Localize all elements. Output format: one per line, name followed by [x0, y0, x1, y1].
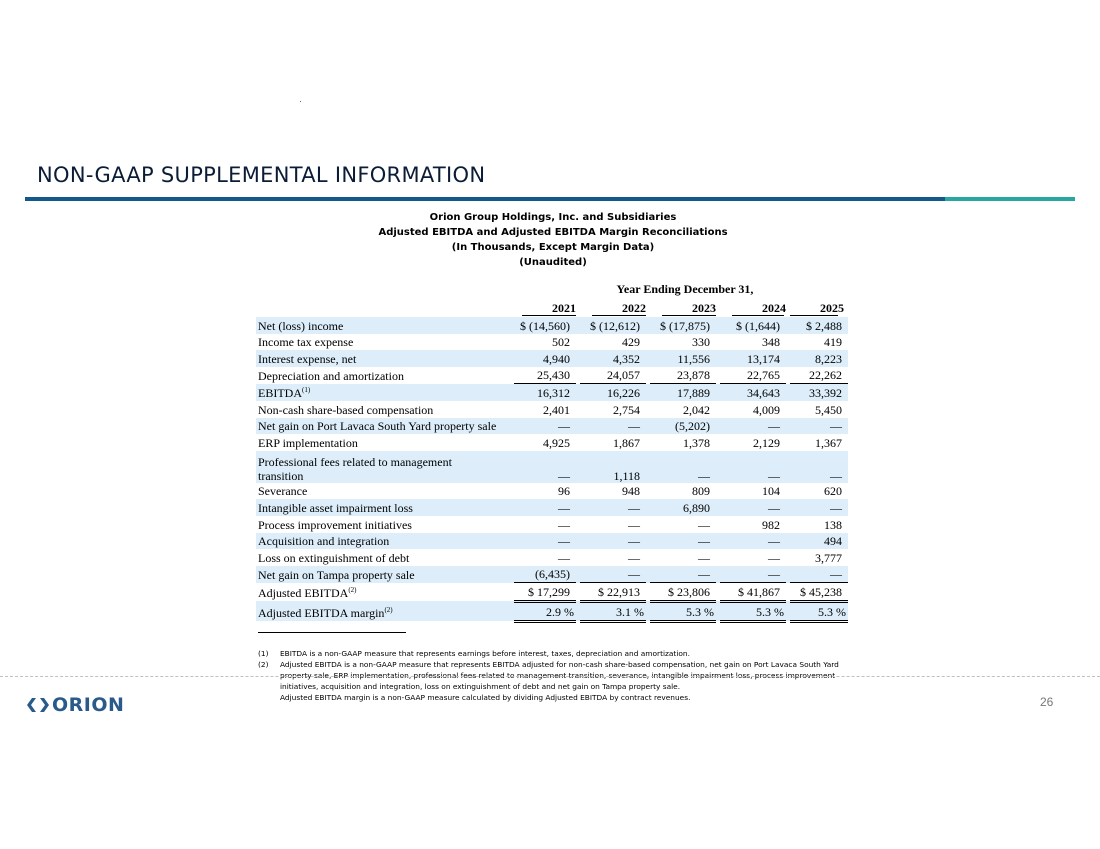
- cell-value: —: [698, 517, 710, 532]
- title-rule-accent: [945, 197, 1075, 201]
- row-label: Net gain on Tampa property sale: [256, 566, 514, 583]
- year-underline: [522, 315, 576, 316]
- cell-value: (5,202): [650, 418, 716, 435]
- cell-value: 1,867: [613, 435, 640, 450]
- cell-value: 1,118: [580, 451, 646, 483]
- cell-value: 22,765: [720, 367, 786, 384]
- year-header: 2023: [692, 301, 716, 315]
- footnote-text: Adjusted EBITDA margin is a non-GAAP measure calculated by dividing Adjusted EBITDA by contract revenues.: [280, 693, 691, 702]
- cell-value: 4,352: [580, 350, 646, 367]
- cell-value: —: [790, 499, 848, 516]
- footnote: [258, 692, 858, 703]
- row-label: Net (loss) income: [256, 317, 514, 334]
- cell-value: —: [720, 499, 786, 516]
- cell-value: 6,890: [650, 499, 716, 516]
- cell-value: —: [720, 418, 786, 435]
- table-row: [256, 334, 848, 351]
- table-row: [256, 367, 848, 384]
- cell-value: 2,129: [753, 435, 780, 450]
- row-label: Net gain on Port Lavaca South Yard property sale: [256, 418, 514, 435]
- year-underline: [790, 315, 838, 316]
- orion-mark-icon: [27, 696, 49, 714]
- cell-value: $ 41,867: [720, 583, 786, 602]
- cell-value: —: [558, 550, 570, 565]
- year-underline: [732, 315, 784, 316]
- cell-value: —: [790, 451, 848, 483]
- reconciliation-table: [256, 317, 848, 623]
- cell-value: 502: [552, 335, 570, 350]
- cell-value: —: [650, 451, 716, 483]
- table-row: [256, 350, 848, 367]
- page-number: 26: [1040, 695, 1054, 709]
- page-title: NON-GAAP SUPPLEMENTAL INFORMATION: [37, 163, 486, 187]
- cell-value: —: [790, 418, 848, 435]
- cell-value: 33,392: [790, 384, 848, 401]
- cell-value: 4,009: [753, 402, 780, 417]
- footnote-number: (2): [258, 660, 269, 669]
- cell-value: 5,450: [815, 402, 842, 417]
- cell-value: $ (1,644): [720, 317, 786, 334]
- footnote-ref: (2): [348, 586, 357, 595]
- row-label-text: EBITDA: [258, 385, 302, 400]
- cell-value: 24,057: [580, 367, 646, 384]
- row-label: Loss on extinguishment of debt: [258, 550, 410, 565]
- cell-value: 2.9 %: [514, 601, 576, 621]
- year-header: 2022: [622, 301, 646, 315]
- footnote-separator: [258, 632, 406, 633]
- row-label-line2: transition: [258, 468, 304, 483]
- row-label: [256, 384, 514, 401]
- row-label: Interest expense, net: [256, 350, 514, 367]
- cell-value: —: [790, 566, 848, 583]
- cell-value: 1,367: [815, 435, 842, 450]
- statement-company: Orion Group Holdings, Inc. and Subsidiaries: [429, 212, 677, 223]
- year-underline: [662, 315, 716, 316]
- cell-value: —: [628, 550, 640, 565]
- cell-value: 348: [762, 335, 780, 350]
- cell-value: 3,777: [815, 550, 842, 565]
- cell-value: —: [580, 418, 646, 435]
- cell-value: 429: [622, 335, 640, 350]
- statement-units: (In Thousands, Except Margin Data): [451, 242, 655, 253]
- table-row: [256, 384, 848, 401]
- row-label: Process improvement initiatives: [258, 517, 412, 532]
- table-row: [256, 499, 848, 516]
- table-row: [256, 583, 848, 602]
- cell-value: 138: [824, 517, 842, 532]
- cell-value: $ (12,612): [580, 317, 646, 334]
- cell-value: 4,925: [543, 435, 570, 450]
- statement-subtitle: Adjusted EBITDA and Adjusted EBITDA Margin Reconciliations: [378, 227, 728, 238]
- cell-value: —: [720, 533, 786, 550]
- cell-value: 104: [762, 484, 780, 499]
- cell-value: 11,556: [650, 350, 716, 367]
- row-label: [256, 451, 514, 483]
- footnote-ref: (1): [302, 385, 311, 394]
- table-row: [256, 434, 848, 451]
- row-label-text: Adjusted EBITDA: [258, 586, 349, 601]
- cell-value: $ 22,913: [580, 583, 646, 602]
- cell-value: —: [698, 550, 710, 565]
- cell-value: —: [650, 566, 716, 583]
- cell-value: —: [628, 517, 640, 532]
- cell-value: 620: [824, 484, 842, 499]
- table-row: [256, 533, 848, 550]
- table-row: [256, 566, 848, 583]
- cell-value: 23,878: [650, 367, 716, 384]
- cell-value: —: [768, 550, 780, 565]
- footnote: [258, 648, 858, 659]
- year-header: 2021: [552, 301, 576, 315]
- cell-value: $ (14,560): [514, 317, 576, 334]
- cell-value: 419: [824, 335, 842, 350]
- cell-value: 4,940: [514, 350, 576, 367]
- table-row: [256, 401, 848, 418]
- cell-value: 948: [622, 484, 640, 499]
- cell-value: $ 45,238: [790, 583, 848, 602]
- cell-value: 809: [692, 484, 710, 499]
- cell-value: 982: [762, 517, 780, 532]
- year-header: 2024: [762, 301, 786, 315]
- row-label-text: Adjusted EBITDA margin: [258, 606, 385, 620]
- row-label: Acquisition and integration: [256, 533, 514, 550]
- row-label: Severance: [258, 484, 308, 499]
- table-row: [256, 317, 848, 334]
- cell-value: —: [580, 499, 646, 516]
- footnote-text: Adjusted EBITDA is a non-GAAP measure that represents EBITDA adjusted for non-cash share-based compensation, net gain on Port Lavaca South Yard property sale, ERP implementation, professional fees related to management transition, severance, intangible impairment loss, process improvement initiatives, acquisition and integration, loss on extinguishment of debt and net gain on Tampa property sale.: [280, 660, 839, 691]
- cell-value: 5.3 %: [720, 601, 786, 621]
- row-label: Non-cash share-based compensation: [258, 402, 434, 417]
- cell-value: 2,042: [683, 402, 710, 417]
- cell-value: $ 17,299: [514, 583, 576, 602]
- cell-value: —: [558, 517, 570, 532]
- year-header: 2025: [820, 301, 844, 315]
- footnote-number: [258, 692, 280, 703]
- table-row: [256, 483, 848, 500]
- cell-value: —: [720, 566, 786, 583]
- title-rule: [25, 197, 945, 201]
- row-label: Income tax expense: [258, 335, 354, 350]
- cell-value: 22,262: [790, 367, 848, 384]
- cell-value: 2,754: [613, 402, 640, 417]
- statement-audit: (Unaudited): [519, 257, 587, 268]
- table-row: [256, 418, 848, 435]
- orion-logo: [27, 694, 124, 716]
- cell-value: —: [514, 451, 576, 483]
- logo-text: ORION: [52, 694, 125, 716]
- row-label: ERP implementation: [258, 435, 358, 450]
- cell-value: 5.3 %: [650, 601, 716, 621]
- table-row: [256, 516, 848, 533]
- cell-value: —: [580, 566, 646, 583]
- cell-value: 16,226: [580, 384, 646, 401]
- year-underline: [592, 315, 646, 316]
- cell-value: 2,401: [543, 402, 570, 417]
- cell-value: 34,643: [720, 384, 786, 401]
- table-row: [256, 549, 848, 566]
- row-label: [256, 583, 514, 602]
- cell-value: (6,435): [514, 566, 576, 583]
- cell-value: 13,174: [720, 350, 786, 367]
- stray-dot: [300, 101, 301, 102]
- footer-divider: [0, 676, 1100, 677]
- cell-value: 3.1 %: [580, 601, 646, 621]
- cell-value: —: [514, 418, 576, 435]
- cell-value: $ 23,806: [650, 583, 716, 602]
- cell-value: —: [720, 451, 786, 483]
- row-label: Depreciation and amortization: [258, 368, 404, 383]
- footnote-number: (1): [258, 649, 269, 658]
- cell-value: 16,312: [514, 384, 576, 401]
- footnote-ref: (2): [384, 606, 393, 614]
- cell-value: 330: [692, 335, 710, 350]
- cell-value: $ 2,488: [790, 317, 848, 334]
- footnote-text: EBITDA is a non-GAAP measure that represents earnings before interest, taxes, depreciation and amortization.: [280, 649, 690, 658]
- cell-value: —: [580, 533, 646, 550]
- cell-value: 494: [790, 533, 848, 550]
- period-heading: Year Ending December 31,: [616, 282, 754, 296]
- cell-value: 8,223: [790, 350, 848, 367]
- row-label-line1: Professional fees related to management: [258, 454, 452, 469]
- row-label: Intangible asset impairment loss: [256, 499, 514, 516]
- table-row: [256, 601, 848, 621]
- table-row: [256, 451, 848, 483]
- cell-value: 1,378: [683, 435, 710, 450]
- row-label: [256, 601, 514, 621]
- cell-value: 25,430: [514, 367, 576, 384]
- cell-value: 96: [558, 484, 570, 499]
- cell-value: 17,889: [650, 384, 716, 401]
- cell-value: —: [650, 533, 716, 550]
- cell-value: 5.3 %: [790, 601, 848, 621]
- cell-value: —: [514, 533, 576, 550]
- cell-value: $ (17,875): [650, 317, 716, 334]
- cell-value: —: [514, 499, 576, 516]
